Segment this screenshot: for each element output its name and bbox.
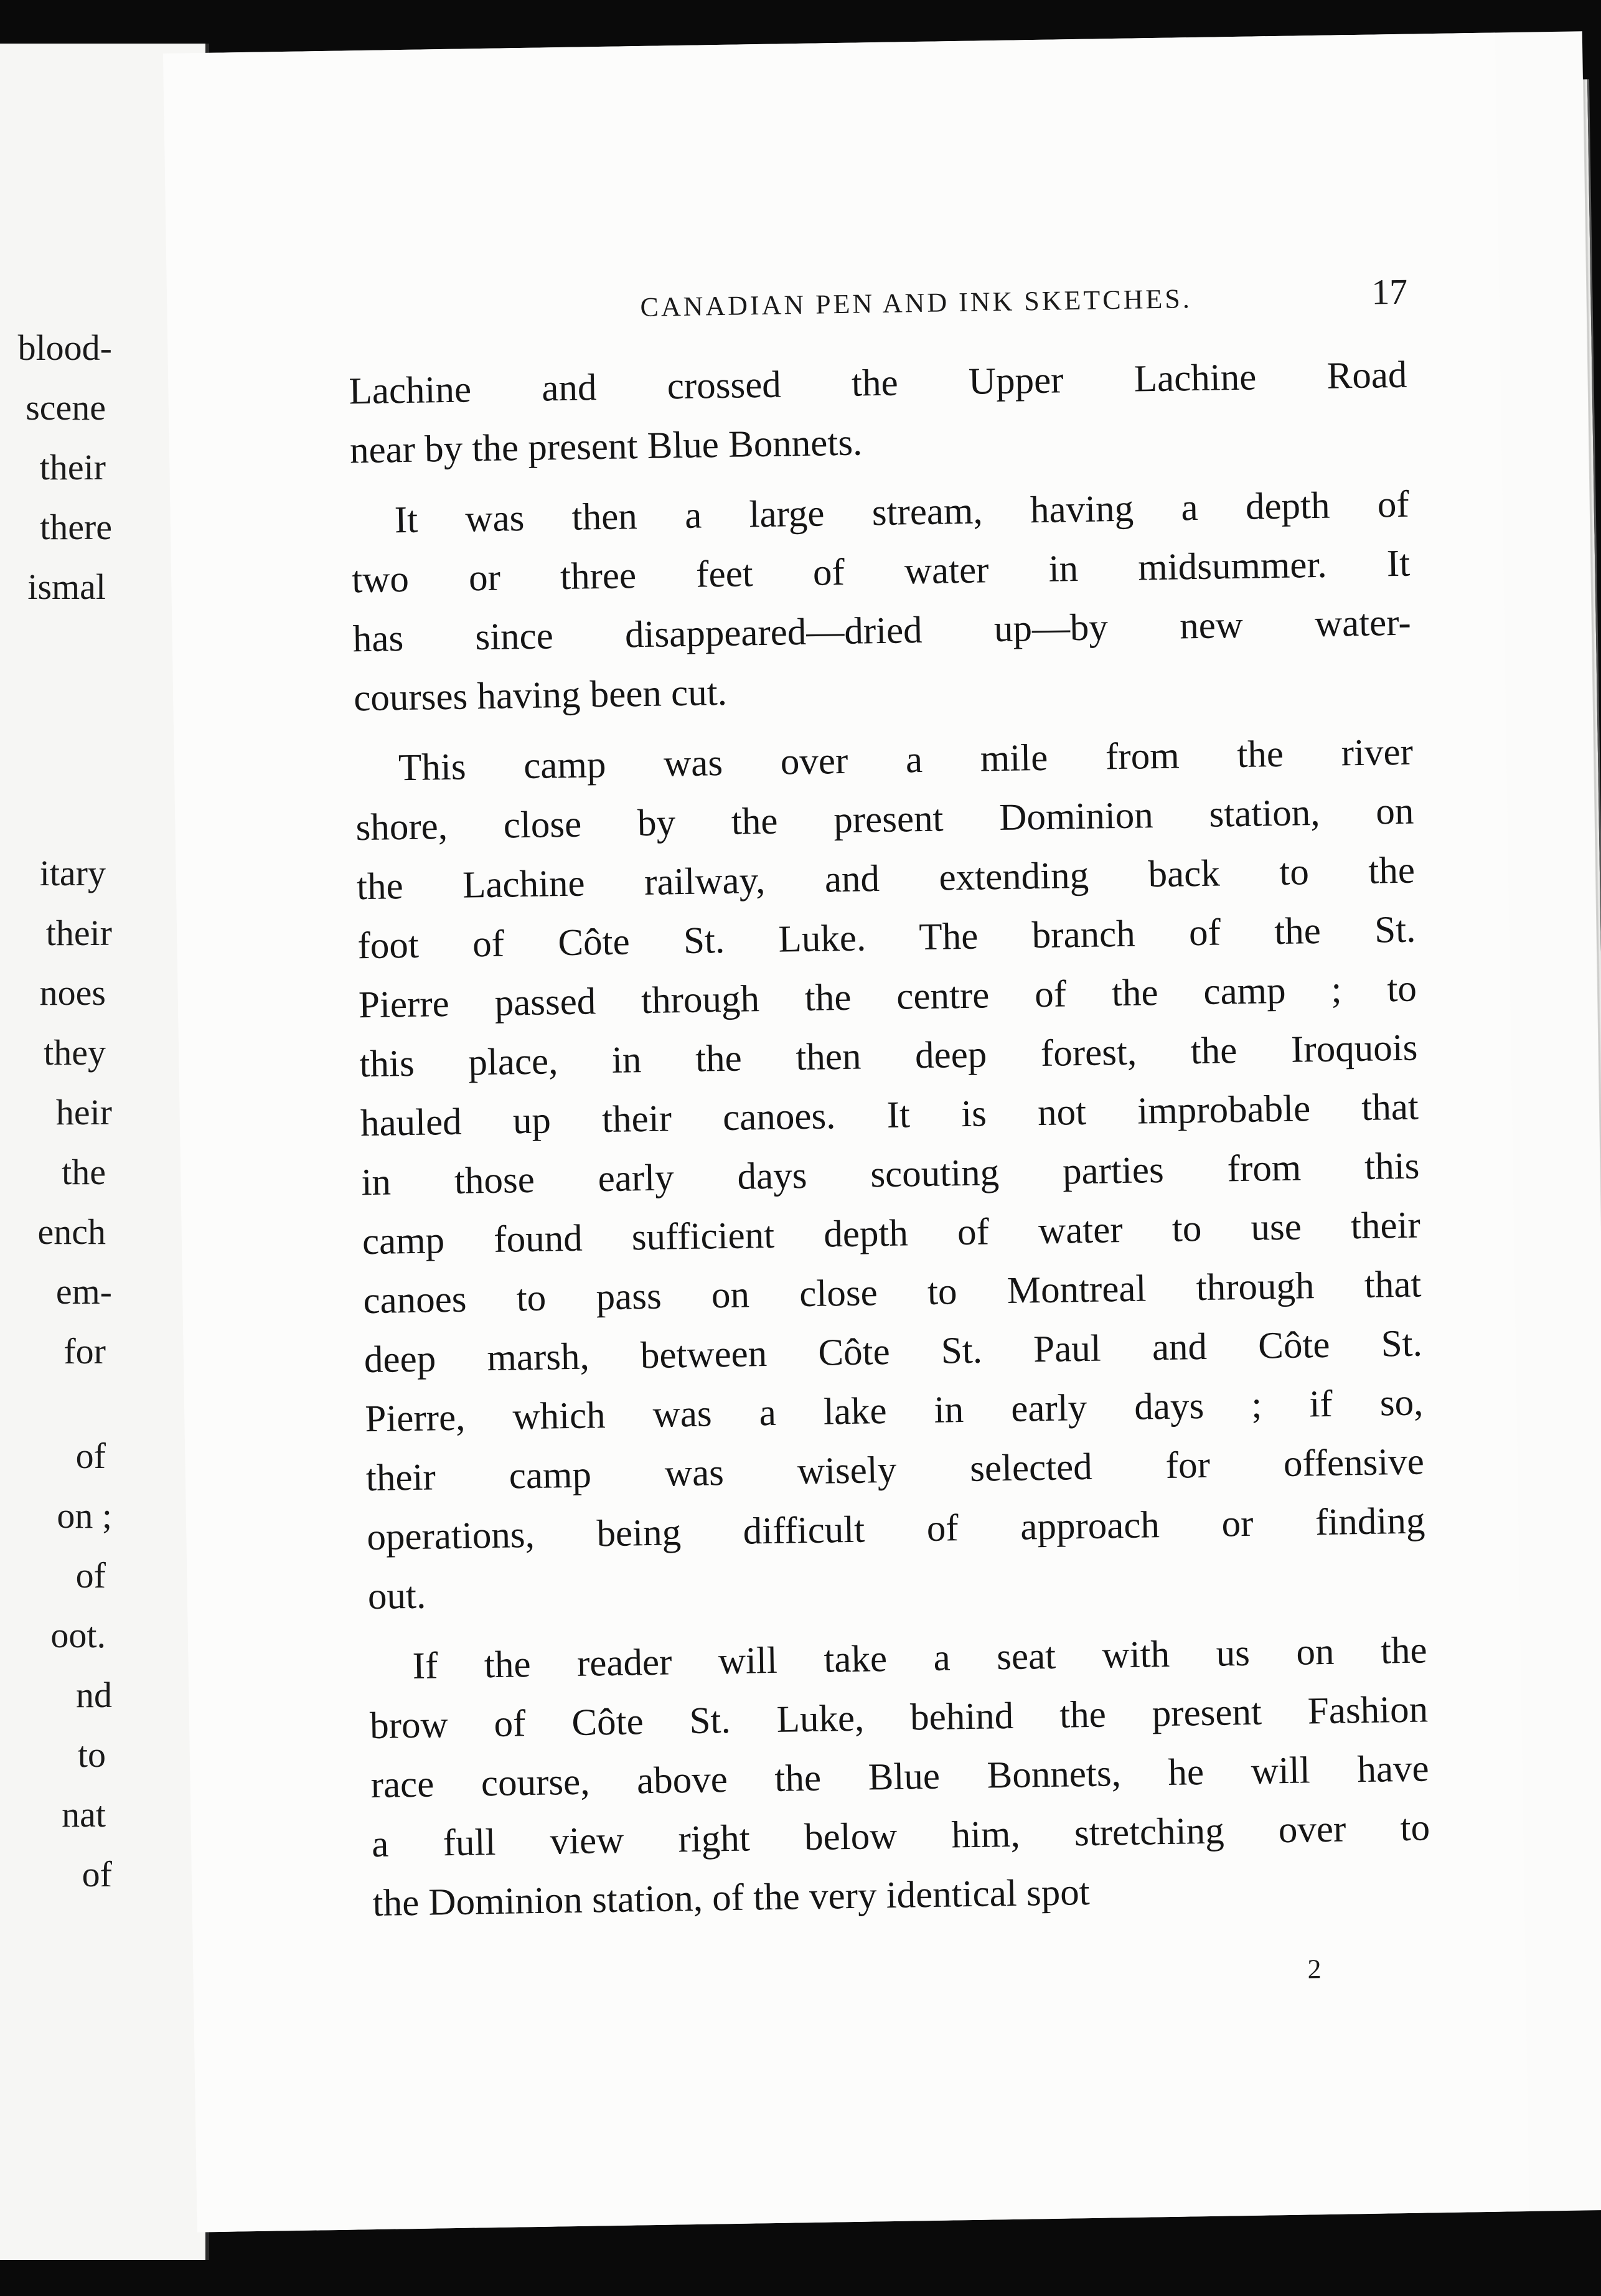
facing-page-text-fragment: of [82,1854,112,1894]
paragraph [369,1621,1431,1933]
facing-page-text-fragment: nd [76,1675,112,1715]
facing-page-text-fragment: of [75,1436,106,1476]
page-number: 17 [1371,271,1408,313]
facing-page-text-fragment: the [62,1152,106,1192]
facing-page-text-fragment: nat [62,1794,106,1835]
text-line: near by the present Blue Bonnets. [349,421,863,472]
facing-page-text-fragment: to [77,1734,106,1775]
facing-page-text-fragment: ismal [27,567,106,607]
facing-page-text-fragment: scene [26,387,106,428]
facing-page-text-fragment: blood- [17,327,112,368]
text-line: race course, above the Blue Bonnets, he will have [370,1748,1430,1807]
text-line: foot of Côte St. Luke. The branch of the St. [357,908,1416,967]
facing-page-text-fragment: ench [37,1212,106,1252]
text-line: has since disappeared—dried up—by new water- [352,601,1412,661]
text-line: Pierre, which was a lake in early days ; if so, [364,1381,1424,1441]
text-line: This camp was over a mile from the river [398,731,1414,789]
text-line: deep marsh, between Côte St. Paul and Côte St. [364,1322,1423,1381]
page-face [163,32,1529,2232]
text-line: the Dominion station, of the very identical spot [372,1871,1091,1925]
paragraph [349,346,1409,481]
facing-page-text-fragment: em- [55,1271,112,1312]
text-line: brow of Côte St. Luke, behind the present Fashion [369,1688,1429,1748]
facing-page-text-fragment: there [40,507,112,547]
text-line: the Lachine railway, and extending back to the [356,849,1416,908]
facing-page-text-fragment: they [44,1032,106,1073]
running-head: CANADIAN PEN AND INK SKETCHES. [640,283,1193,323]
text-line: a full view right below him, stretching over to [371,1807,1430,1866]
text-line: two or three feet of water in midsummer. It [351,542,1411,601]
paragraph [350,475,1412,728]
text-line: courses having been cut. [353,671,728,720]
text-line: operations, being difficult of approach or finding [366,1500,1425,1559]
text-line: canoes to pass on close to Montreal through that [362,1263,1422,1322]
text-line: Pierre passed through the centre of the camp ; to [358,967,1417,1027]
facing-page-text-fragment: oot. [50,1615,106,1655]
facing-page-text-fragment: of [75,1555,106,1596]
facing-page-text-fragment: noes [39,972,106,1013]
text-line: out. [367,1574,426,1618]
text-line: Lachine and crossed the Upper Lachine Road [349,354,1407,413]
text-line: It was then a large stream, having a depth of [394,483,1410,542]
body-text [349,346,1431,1933]
facing-page-text-fragment: their [39,447,106,487]
text-line: hauled up their canoes. It is not improbable that [360,1086,1419,1145]
paragraph [354,723,1426,1627]
facing-page-text-fragment: itary [39,853,106,893]
facing-page-text-fragment: their [45,913,112,953]
signature-mark: 2 [1307,1954,1322,1985]
text-line: in those early days scouting parties from this [361,1145,1420,1204]
facing-page-text-fragment: on ; [57,1495,112,1536]
facing-page-text-fragment: heir [55,1092,112,1132]
text-line: shore, close by the present Dominion station, on [355,790,1414,849]
text-line: camp found sufficient depth of water to use their [362,1204,1421,1263]
text-line: this place, in the then deep forest, the Iroquois [359,1027,1418,1086]
facing-page-text-fragment: for [63,1331,106,1371]
book-page-right [163,31,1601,2232]
text-line: If the reader will take a seat with us on the [412,1629,1428,1688]
text-line: their camp was wisely selected for offensive [365,1441,1425,1500]
